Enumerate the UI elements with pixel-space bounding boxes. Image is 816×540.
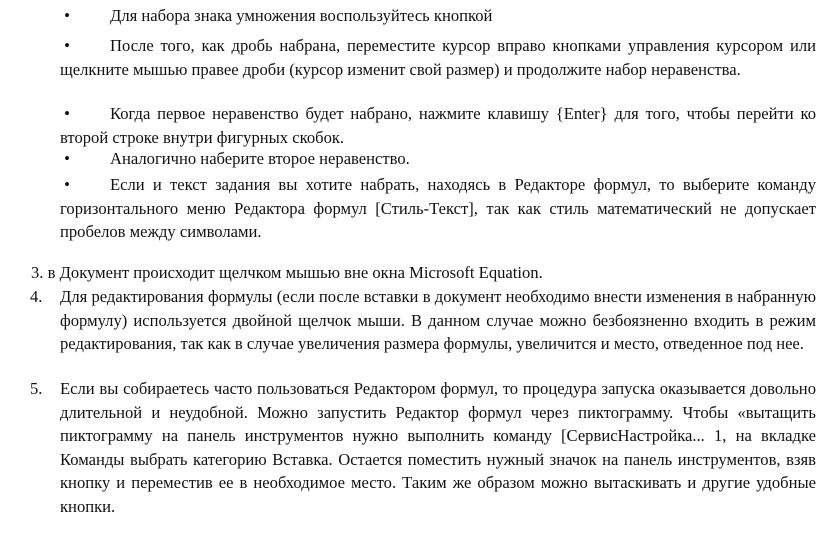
bullet-marker: • [64,6,70,25]
bullet-text: Когда первое неравенство будет набрано, нажмите клавишу {Enter} для того, чтобы перейти ко второй строке внутри фигурных скобок. [60,104,816,147]
numbered-item-5 [30,377,816,518]
bullet-text: После того, как дробь набрана, переместите курсор вправо кнопками управления курсором или щелкните мышью правее дроби (курсор изменит свой размер) и продолжите набор неравенства. [60,36,816,79]
bullet-item-4 [60,147,816,171]
bullet-marker: • [64,175,70,194]
bullet-text: Аналогично наберите второе неравенство. [110,149,410,168]
item-text: Для редактирования формулы (если после вставки в документ необходимо внести изменения в набранную формулу) используется двойной щелчок мыши. В данном случае можно безбоязненно входить в режим редактирования, так как в случае увеличения размера формулы, увеличится и место, отведенное под нее. [60,287,816,353]
item-number: 5. [30,379,43,398]
bullet-item-1 [60,4,816,28]
bullet-marker: • [64,36,70,55]
bullet-item-3 [60,102,816,149]
bullet-item-2 [60,34,816,81]
list-item-3: 3. в Документ происходит щелчком мышью вне окна Microsoft Equation. [31,263,543,282]
bullet-marker: • [64,149,70,168]
item-number: 4. [30,287,43,306]
numbered-item-4 [30,285,816,356]
bullet-marker: • [64,104,70,123]
item-text: Если вы собираетесь часто пользоваться Редактором формул, то процедура запуска оказывается довольно длительной и неудобной. Можно запустить Редактор формул через пиктограмму. Чтобы «вытащить пиктограмму на панель инструментов нужно выполнить команду [СервисНастройка... 1, на вкладке Команды выбрать категорию Вставка. Остается поместить нужный значок на панель инструментов, взяв кнопку и переместив ее в необходимое место. Таким же образом можно вытаскивать и другие удобные кнопки. [60,379,816,516]
bullet-item-5 [60,173,816,244]
bullet-text: Для набора знака умножения воспользуйтесь кнопкой [110,6,493,25]
bullet-text: Если и текст задания вы хотите набрать, находясь в Редакторе формул, то выберите команду горизонтального меню Редактора формул [Стиль-Текст], так как стиль математический не допускает пробелов между символами. [60,175,816,241]
